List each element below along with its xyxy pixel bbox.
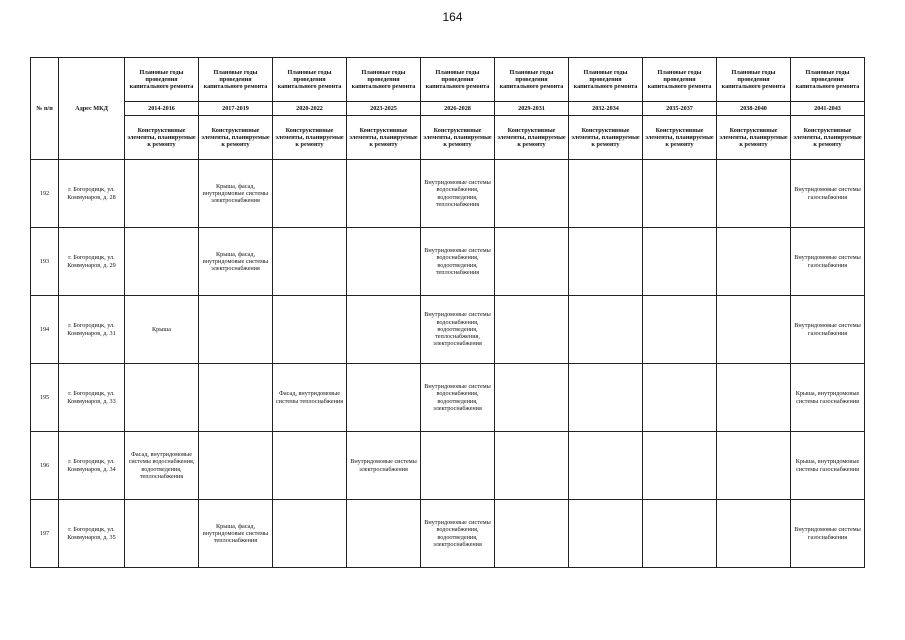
- work-cell: [125, 500, 199, 568]
- work-cell: [495, 296, 569, 364]
- header-planned-years: Плановые годы проведения капитального ремонта: [421, 58, 495, 102]
- header-elements: Конструктивные элементы, планируемые к ремонту: [495, 116, 569, 160]
- header-planned-years: Плановые годы проведения капитального ремонта: [569, 58, 643, 102]
- header-elements: Конструктивные элементы, планируемые к ремонту: [273, 116, 347, 160]
- work-cell: [717, 160, 791, 228]
- work-cell: Внутридомовые системы водоснабжения, водоотведения, электроснабжения: [421, 500, 495, 568]
- work-cell: Фасад, внутридомовые системы водоснабжения, водоотведения, теплоснабжения: [125, 432, 199, 500]
- work-cell: [273, 228, 347, 296]
- work-cell: [643, 160, 717, 228]
- work-cell: Крыша: [125, 296, 199, 364]
- work-cell: Внутридомовые системы газоснабжения: [791, 228, 865, 296]
- row-address: г. Богородицк, ул. Коммунаров, д. 31: [59, 296, 125, 364]
- work-cell: [347, 500, 421, 568]
- header-elements: Конструктивные элементы, планируемые к ремонту: [421, 116, 495, 160]
- header-elements: Конструктивные элементы, планируемые к ремонту: [125, 116, 199, 160]
- work-cell: [717, 296, 791, 364]
- work-cell: [717, 500, 791, 568]
- header-period-2035-2037: 2035-2037: [643, 102, 717, 116]
- header-period-2038-2040: 2038-2040: [717, 102, 791, 116]
- row-address: г. Богородицк, ул. Коммунаров, д. 35: [59, 500, 125, 568]
- work-cell: [569, 432, 643, 500]
- header-planned-years: Плановые годы проведения капитального ремонта: [347, 58, 421, 102]
- row-address: г. Богородицк, ул. Коммунаров, д. 29: [59, 228, 125, 296]
- work-cell: [421, 432, 495, 500]
- row-address: г. Богородицк, ул. Коммунаров, д. 28: [59, 160, 125, 228]
- work-cell: Крыша, фасад, внутридомовые системы электроснабжения: [199, 160, 273, 228]
- header-period-2029-2031: 2029-2031: [495, 102, 569, 116]
- work-cell: [569, 160, 643, 228]
- work-cell: [643, 500, 717, 568]
- work-cell: Крыша, внутридомовые системы газоснабжения: [791, 432, 865, 500]
- header-period-2014-2016: 2014-2016: [125, 102, 199, 116]
- work-cell: [569, 296, 643, 364]
- work-cell: Крыша, фасад, внутридомовые системы электроснабжения: [199, 228, 273, 296]
- work-cell: Крыша, внутридомовые системы газоснабжения: [791, 364, 865, 432]
- work-cell: Крыша, фасад, внутридомовые системы теплоснабжения: [199, 500, 273, 568]
- row-number: 192: [31, 160, 59, 228]
- capital-repair-schedule-table: [30, 57, 865, 568]
- header-planned-years: Плановые годы проведения капитального ремонта: [791, 58, 865, 102]
- table-row: [31, 228, 865, 296]
- header-elements: Конструктивные элементы, планируемые к ремонту: [717, 116, 791, 160]
- work-cell: [717, 432, 791, 500]
- work-cell: [199, 364, 273, 432]
- work-cell: [495, 364, 569, 432]
- header-num: № п/п: [31, 58, 59, 160]
- table-row: [31, 364, 865, 432]
- header-elements: Конструктивные элементы, планируемые к ремонту: [791, 116, 865, 160]
- header-address: Адрес МКД: [59, 58, 125, 160]
- header-planned-years: Плановые годы проведения капитального ремонта: [199, 58, 273, 102]
- work-cell: [125, 228, 199, 296]
- header-period-2041-2043: 2041-2043: [791, 102, 865, 116]
- work-cell: [717, 364, 791, 432]
- row-address: г. Богородицк, ул. Коммунаров, д. 33: [59, 364, 125, 432]
- work-cell: Внутридомовые системы электроснабжения: [347, 432, 421, 500]
- header-planned-years: Плановые годы проведения капитального ремонта: [273, 58, 347, 102]
- header-elements: Конструктивные элементы, планируемые к ремонту: [643, 116, 717, 160]
- work-cell: [125, 160, 199, 228]
- table-row: [31, 296, 865, 364]
- header-elements: Конструктивные элементы, планируемые к ремонту: [569, 116, 643, 160]
- work-cell: [273, 296, 347, 364]
- work-cell: [569, 364, 643, 432]
- work-cell: [347, 296, 421, 364]
- work-cell: [199, 432, 273, 500]
- table-row: [31, 160, 865, 228]
- work-cell: Внутридомовые системы водоснабжения, водоотведения, теплоснабжения: [421, 228, 495, 296]
- header-elements: Конструктивные элементы, планируемые к ремонту: [199, 116, 273, 160]
- work-cell: [569, 500, 643, 568]
- work-cell: [643, 364, 717, 432]
- row-number: 194: [31, 296, 59, 364]
- table-row: [31, 500, 865, 568]
- work-cell: [273, 432, 347, 500]
- work-cell: [643, 432, 717, 500]
- work-cell: [273, 160, 347, 228]
- table-row: [31, 432, 865, 500]
- header-period-2026-2028: 2026-2028: [421, 102, 495, 116]
- work-cell: [569, 228, 643, 296]
- header-period-2023-2025: 2023-2025: [347, 102, 421, 116]
- row-address: г. Богородицк, ул. Коммунаров, д. 34: [59, 432, 125, 500]
- row-number: 195: [31, 364, 59, 432]
- work-cell: [199, 296, 273, 364]
- header-elements: Конструктивные элементы, планируемые к ремонту: [347, 116, 421, 160]
- row-number: 197: [31, 500, 59, 568]
- header-period-2017-2019: 2017-2019: [199, 102, 273, 116]
- work-cell: [347, 160, 421, 228]
- work-cell: Внутридомовые системы газоснабжения: [791, 160, 865, 228]
- work-cell: [495, 432, 569, 500]
- work-cell: [495, 228, 569, 296]
- work-cell: Внутридомовые системы газоснабжения: [791, 296, 865, 364]
- work-cell: [495, 500, 569, 568]
- work-cell: [643, 228, 717, 296]
- work-cell: [347, 228, 421, 296]
- work-cell: Внутридомовые системы водоснабжения, водоотведения, электроснабжения: [421, 364, 495, 432]
- work-cell: [717, 228, 791, 296]
- work-cell: [643, 296, 717, 364]
- work-cell: Внутридомовые системы водоснабжения, водоотведения, теплоснабжения: [421, 160, 495, 228]
- work-cell: [125, 364, 199, 432]
- header-planned-years: Плановые годы проведения капитального ремонта: [643, 58, 717, 102]
- work-cell: Фасад, внутридомовые системы теплоснабжения: [273, 364, 347, 432]
- work-cell: [495, 160, 569, 228]
- header-planned-years: Плановые годы проведения капитального ремонта: [495, 58, 569, 102]
- work-cell: [273, 500, 347, 568]
- header-period-2020-2022: 2020-2022: [273, 102, 347, 116]
- header-planned-years: Плановые годы проведения капитального ремонта: [125, 58, 199, 102]
- work-cell: Внутридомовые системы водоснабжения, водоотведения, теплоснабжения, электроснабжения: [421, 296, 495, 364]
- work-cell: Внутридомовые системы газоснабжения: [791, 500, 865, 568]
- header-period-2032-2034: 2032-2034: [569, 102, 643, 116]
- row-number: 196: [31, 432, 59, 500]
- page-number: 164: [442, 10, 463, 24]
- work-cell: [347, 364, 421, 432]
- row-number: 193: [31, 228, 59, 296]
- header-planned-years: Плановые годы проведения капитального ремонта: [717, 58, 791, 102]
